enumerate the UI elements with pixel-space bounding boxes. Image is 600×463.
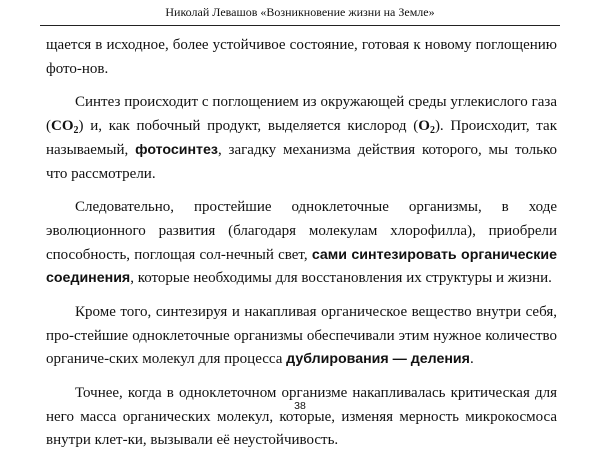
paragraph-2-text-d: , загадку механизма действия которого, мы только что рассмотрели. — [46, 141, 557, 182]
co2-formula-main: CO — [51, 117, 74, 134]
o2-formula — [418, 118, 435, 134]
paragraph-3 — [46, 196, 557, 291]
o2-formula-main: O — [418, 117, 430, 134]
paragraph-3-text-b: , которые необходимы для восстановления их структуры и жизни. — [130, 270, 552, 287]
co2-formula-subscript: 2 — [73, 124, 79, 136]
term-duplication: дублирования — деления — [286, 351, 470, 368]
term-photosynthesis: фотосинтез — [135, 141, 218, 158]
paragraph-1 — [46, 34, 557, 82]
paragraph-2-text-a: Синтез происходит с поглощением из окружающей среды углекислого газа ( — [46, 94, 557, 134]
body-text — [46, 34, 557, 463]
running-header-title: Николай Левашов «Возникновение жизни на Земле» — [165, 5, 435, 19]
paragraph-3-text-a: Следовательно, простейшие одноклеточные организмы, в ходе эволюционного развития (благодаря молекулам хлорофилла), приобрели способность, поглощая сол-нечный свет, — [46, 198, 557, 263]
paragraph-4 — [46, 301, 557, 372]
paragraph-4-text-b: . — [469, 351, 474, 368]
paragraph-5-text: Точнее, когда в одноклеточном организме накапливалась критическая для него масса органических молекул, которые, изменяя мерность микрокосмоса внутри клет-ки, вызывали её неустойчивость. — [46, 384, 557, 449]
co2-formula — [51, 118, 79, 134]
running-header — [40, 0, 560, 26]
term-synthesis: сами синтезировать органические соединения — [46, 246, 557, 287]
paragraph-2-text-b: ) и, как побочный продукт, выделяется кислород ( — [78, 117, 419, 134]
paragraph-1-text: щается в исходное, более устойчивое состояние, готовая к новому поглощению фото-нов. — [46, 37, 557, 77]
o2-formula-subscript: 2 — [429, 124, 435, 136]
paragraph-2-text-c: ). Происходит, так называемый, — [46, 117, 557, 158]
paragraph-2 — [46, 91, 557, 186]
paragraph-5 — [46, 382, 557, 453]
page-number: 38 — [294, 400, 306, 412]
paragraph-4-text-a: Кроме того, синтезируя и накапливая органическое вещество внутри себя, про-стейшие одноклеточные организмы обеспечивали этим нужное количество органиче-ских молекул для процесса — [46, 303, 557, 368]
